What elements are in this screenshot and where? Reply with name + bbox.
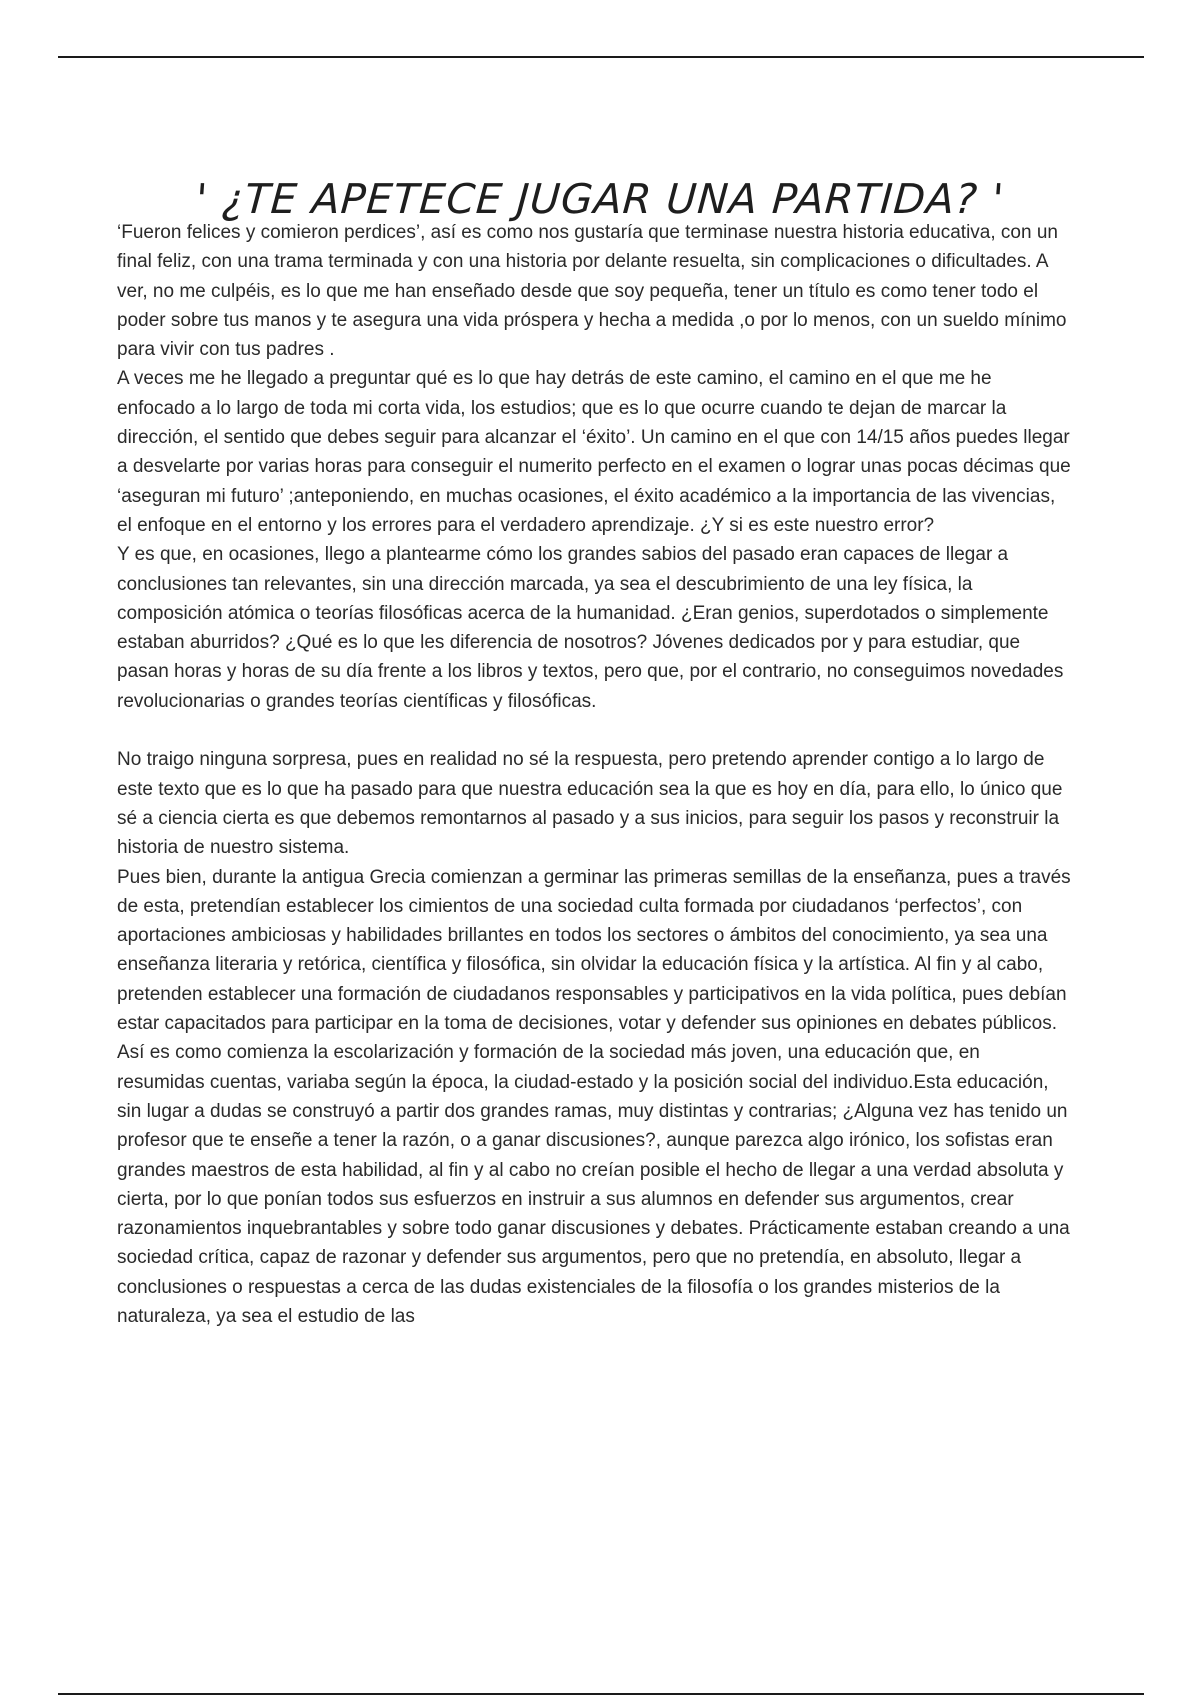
paragraph: Pues bien, durante la antigua Grecia comienzan a germinar las primeras semillas de la enseñanza, pues a través de esta, pretendían establecer los cimientos de una sociedad culta formada por ciudadanos ‘perfectos’, con aportaciones ambiciosas y habilidades brillantes en todos los sectores o ámbitos del conocimiento, ya sea una enseñanza literaria y retórica, científica y filosófica, sin olvidar la educación física y la artística. Al fin y al cabo, pretenden establecer una formación de ciudadanos responsables y participativos en la vida política, pues debían estar capacitados para participar en la toma de decisiones, votar y defender sus opiniones en debates públicos. xyxy=(117,866,1071,1035)
paragraph: No traigo ninguna sorpresa, pues en realidad no sé la respuesta, pero pretendo aprender contigo a lo largo de este texto que es lo que ha pasado para que nuestra educación sea la que es hoy en día, para ello, lo único que sé a ciencia cierta es que debemos remontarnos al pasado y a sus inicios, para seguir los pasos y reconstruir la historia de nuestro sistema. xyxy=(117,749,1063,859)
paragraph: Así es como comienza la escolarización y formación de la sociedad más joven, una educación que, en resumidas cuentas, variaba según la época, la ciudad-estado y la posición social del individuo.Esta educación, sin lugar a dudas se construyó a partir dos grandes ramas, muy distintas y contrarias; ¿Alguna vez has tenido un profesor que te enseñe a tener la razón, o a ganar discusiones?, aunque parezca algo irónico, los sofistas eran grandes maestros de esta habilidad, al fin y al cabo no creían posible el hecho de llegar a una verdad absoluta y cierta, por lo que ponían todos sus esfuerzos en instruir a sus alumnos en defender sus argumentos, crear razonamientos inquebrantables y sobre todo ganar discusiones y debates. Prácticamente estaban creando a una sociedad crítica, capaz de razonar y defender sus argumentos, pero que no pretendía, en absoluto, llegar a conclusiones o respuestas a cerca de las dudas existenciales de la filosofía o los grandes misterios de la naturaleza, ya sea el estudio de las xyxy=(117,1042,1070,1327)
top-rule xyxy=(58,56,1144,58)
paragraph: A veces me he llegado a preguntar qué es lo que hay detrás de este camino, el camino en el que me he enfocado a lo largo de toda mi corta vida, los estudios; que es lo que ocurre cuando te dejan de marcar la dirección, el sentido que debes seguir para alcanzar el ‘éxito’. Un camino en el que con 14/15 años puedes llegar a desvelarte por varias horas para conseguir el numerito perfecto en el examen o lograr unas pocas décimas que ‘aseguran mi futuro’ ;anteponiendo, en muchas ocasiones, el éxito académico a la importancia de las vivencias, el enfoque en el entorno y los errores para el verdadero aprendizaje. ¿Y si es este nuestro error? xyxy=(117,368,1071,536)
document-title: ' ¿TE APETECE JUGAR UNA PARTIDA? ' xyxy=(194,175,1006,224)
document-body xyxy=(117,218,1072,1331)
bottom-rule xyxy=(58,1693,1144,1695)
paragraph: ‘Fueron felices y comieron perdices’, así es como nos gustaría que terminase nuestra historia educativa, con un final feliz, con una trama terminada y con una historia por delante resuelta, sin complicaciones o dificultades. A ver, no me culpéis, es lo que me han enseñado desde que soy pequeña, tener un título es como tener todo el poder sobre tus manos y te asegura una vida próspera y hecha a medida ,o por lo menos, con un sueldo mínimo para vivir con tus padres . xyxy=(117,222,1067,361)
paragraph: Y es que, en ocasiones, llego a plantearme cómo los grandes sabios del pasado eran capaces de llegar a conclusiones tan relevantes, sin una dirección marcada, ya sea el descubrimiento de una ley física, la composición atómica o teorías filosóficas acerca de la humanidad. ¿Eran genios, superdotados o simplemente estaban aburridos? ¿Qué es lo que les diferencia de nosotros? Jóvenes dedicados por y para estudiar, que pasan horas y horas de su día frente a los libros y textos, pero que, por el contrario, no conseguimos novedades revolucionarias o grandes teorías científicas y filosóficas. xyxy=(117,544,1064,712)
